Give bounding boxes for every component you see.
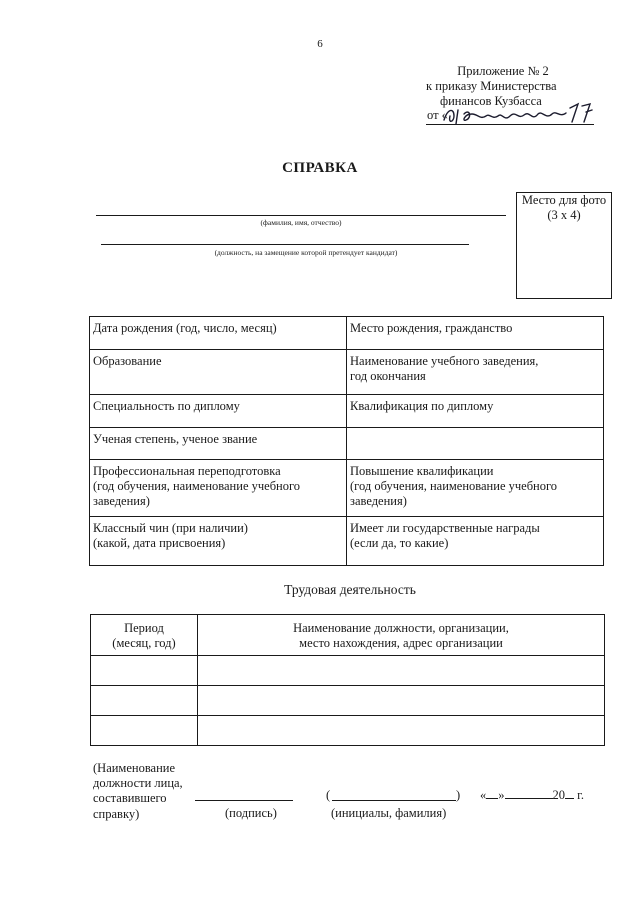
- month-blank[interactable]: [505, 798, 553, 799]
- info-cell-text: Профессиональная переподготовка (год обучения, наименование учебного заведения): [93, 464, 301, 508]
- signature-caption: (подпись): [225, 806, 277, 820]
- order-prefix: от «: [427, 108, 448, 122]
- info-cell[interactable]: [347, 350, 604, 395]
- photo-label: Место для фото: [521, 193, 607, 207]
- info-cell[interactable]: [347, 460, 604, 517]
- appendix-line-1: Приложение № 2: [457, 64, 549, 78]
- appendix-line-3: финансов Кузбасса: [440, 94, 542, 108]
- info-cell-text: Квалификация по диплому: [350, 399, 494, 413]
- candidate-info-table: [89, 316, 604, 566]
- table-row: [91, 686, 605, 716]
- signature-line[interactable]: [195, 800, 293, 801]
- year-suffix: г.: [574, 788, 584, 802]
- info-cell[interactable]: [90, 460, 347, 517]
- position-header: [198, 615, 605, 656]
- table-row: [91, 656, 605, 686]
- compiler-label-line: должности лица,: [93, 776, 183, 791]
- photo-size: (3 х 4): [547, 208, 581, 222]
- info-cell-text: Место рождения, гражданство: [350, 321, 513, 335]
- position-cell[interactable]: [198, 656, 605, 686]
- info-cell-text: Дата рождения (год, число, месяц): [93, 321, 277, 335]
- compiler-label-line: справку): [93, 806, 140, 821]
- year-prefix: 20: [552, 788, 565, 802]
- info-cell-text: Наименование учебного заведения, год окончания: [350, 354, 539, 383]
- info-cell[interactable]: [90, 317, 347, 350]
- position-cell[interactable]: [198, 686, 605, 716]
- position-cell[interactable]: [198, 716, 605, 746]
- initials-paren-close: ): [456, 788, 461, 802]
- compiler-label-line: составившего: [93, 791, 167, 806]
- name-caption: (фамилия, имя, отчество): [260, 218, 342, 227]
- period-header: [91, 615, 198, 656]
- work-history-title: Трудовая деятельность: [284, 582, 416, 597]
- handwritten-signature-icon: [442, 100, 602, 132]
- info-cell[interactable]: [90, 350, 347, 395]
- info-cell[interactable]: [347, 317, 604, 350]
- year-blank[interactable]: [565, 798, 574, 799]
- date-close-quote: »: [498, 788, 505, 802]
- period-cell[interactable]: [91, 686, 198, 716]
- info-cell-text: Ученая степень, ученое звание: [93, 432, 258, 446]
- date-field[interactable]: [480, 788, 584, 803]
- compiler-position-label: [93, 761, 203, 822]
- info-cell-text: Образование: [93, 354, 162, 368]
- order-date-line: [426, 106, 594, 125]
- compiler-label-line: (Наименование: [93, 761, 176, 775]
- appendix-line-2: к приказу Министерства: [426, 79, 557, 93]
- table-row: [91, 716, 605, 746]
- info-cell[interactable]: [347, 395, 604, 428]
- position-caption: (должность, на замещение которой претендует кандидат): [214, 248, 398, 257]
- initials-line[interactable]: [332, 800, 456, 801]
- info-cell-text: Повышение квалификации (год обучения, наименование учебного заведения): [350, 464, 558, 508]
- info-cell[interactable]: [347, 517, 604, 566]
- initials-caption: (инициалы, фамилия): [331, 806, 447, 820]
- initials-paren-open: (: [326, 788, 331, 802]
- period-cell[interactable]: [91, 656, 198, 686]
- info-cell-text: Классный чин (при наличии) (какой, дата присвоения): [93, 521, 248, 550]
- info-cell-text: Имеет ли государственные награды (если да, то какие): [350, 521, 540, 550]
- position-header-text: Наименование должности, организации, место нахождения, адрес организации: [293, 621, 509, 650]
- name-line[interactable]: [96, 215, 506, 216]
- document-title: СПРАВКА: [282, 160, 358, 176]
- date-open-quote: «: [480, 788, 487, 802]
- page-number: 6: [317, 38, 323, 50]
- work-history-table: [90, 614, 605, 746]
- info-cell[interactable]: [90, 428, 347, 460]
- photo-placeholder: [516, 192, 612, 299]
- info-cell-text: Специальность по диплому: [93, 399, 240, 413]
- info-cell[interactable]: [90, 517, 347, 566]
- period-header-text: Период (месяц, год): [112, 621, 176, 650]
- position-line[interactable]: [101, 244, 469, 245]
- info-cell[interactable]: [90, 395, 347, 428]
- info-cell[interactable]: [347, 428, 604, 460]
- period-cell[interactable]: [91, 716, 198, 746]
- day-blank[interactable]: [486, 798, 498, 799]
